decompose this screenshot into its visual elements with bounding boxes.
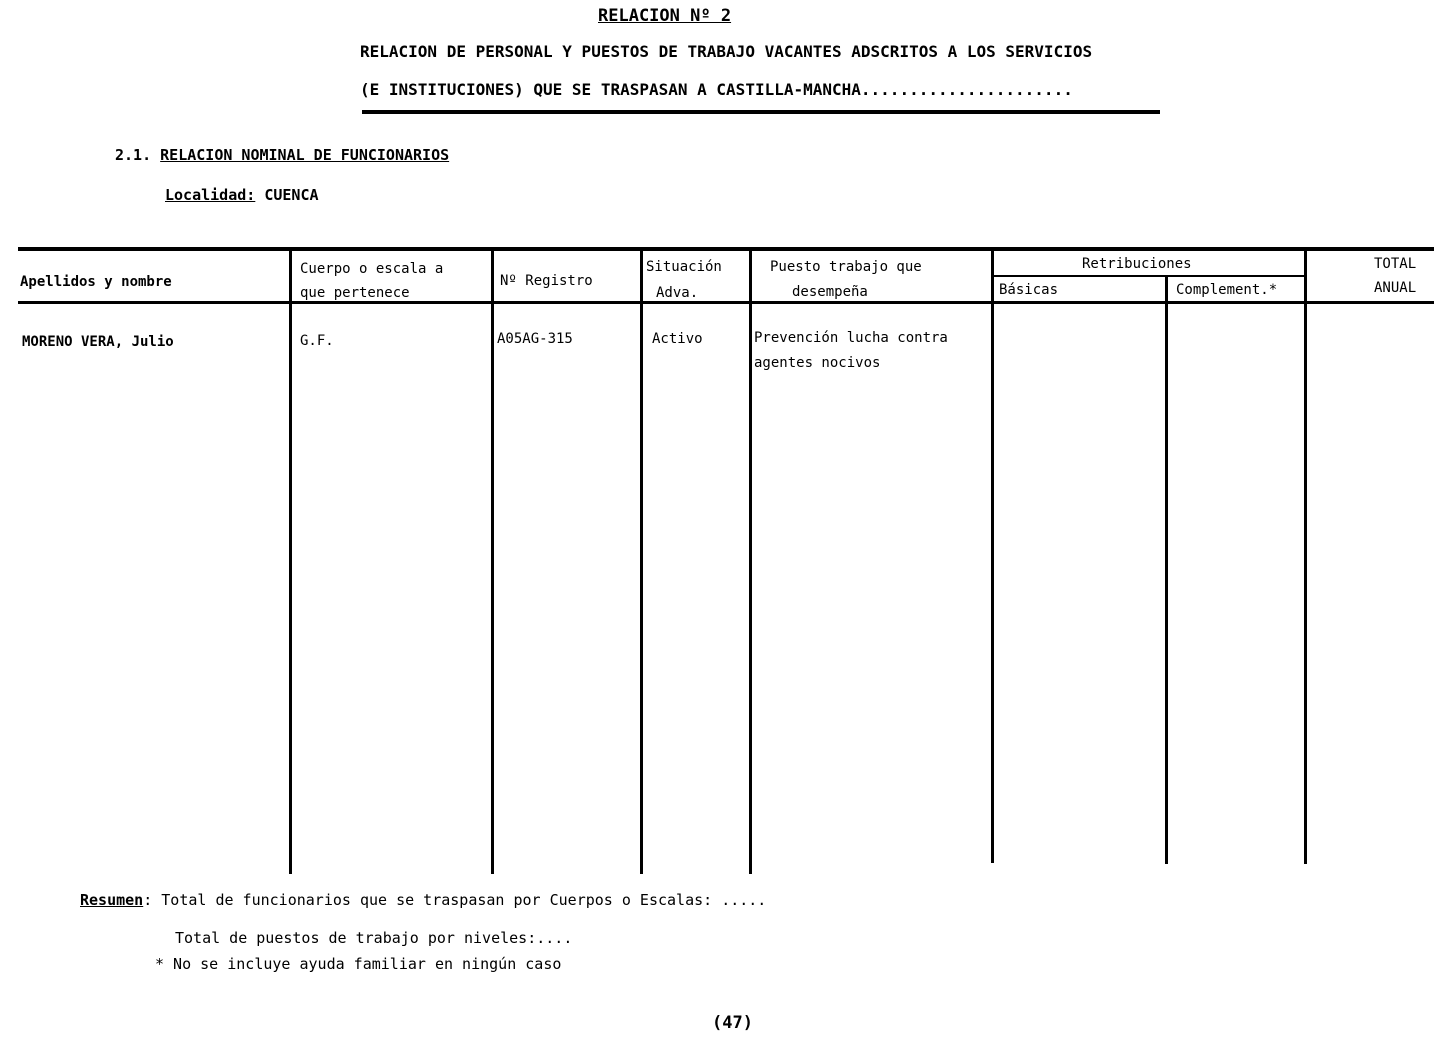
header-total-line2: ANUAL (1374, 280, 1417, 296)
section-heading (115, 146, 449, 164)
table-header-bottom-rule (18, 301, 1434, 304)
posts-summary: Total de puestos de trabajo por niveles:.... (175, 929, 573, 947)
header-situation-line1: Situación (646, 259, 722, 275)
column-divider-5 (991, 249, 994, 863)
page-number: (47) (712, 1013, 753, 1033)
header-situation-line2: Adva. (656, 285, 699, 301)
retribuciones-sub-rule (992, 275, 1306, 277)
column-divider-3 (640, 249, 643, 874)
cell-body: G.F. (300, 333, 334, 349)
document-subtitle-line2: (E INSTITUCIONES) QUE SE TRASPASAN A CASTILLA-MANCHA...................... (360, 80, 1073, 99)
section-number: 2.1. (115, 146, 152, 164)
column-divider-1 (289, 249, 292, 874)
cell-situation: Activo (652, 331, 703, 347)
column-divider-6 (1165, 276, 1168, 864)
cell-post-line2: agentes nocivos (754, 355, 881, 371)
header-body-line1: Cuerpo o escala a (300, 261, 444, 277)
summary-label: Resumen (80, 891, 144, 909)
header-name: Apellidos y nombre (20, 274, 172, 290)
cell-registry: A05AG-315 (497, 331, 573, 347)
header-retributions: Retribuciones (1082, 256, 1192, 272)
header-basic: Básicas (999, 282, 1059, 298)
cell-post-line1: Prevención lucha contra (754, 330, 948, 346)
document-title: RELACION Nº 2 (598, 6, 732, 26)
column-divider-4 (749, 249, 752, 874)
table-top-rule (18, 247, 1434, 251)
header-complement: Complement.* (1176, 282, 1278, 298)
header-post-line2: desempeña (792, 284, 868, 300)
footnote: * No se incluye ayuda familiar en ningún caso (155, 955, 562, 973)
document-subtitle-line1: RELACION DE PERSONAL Y PUESTOS DE TRABAJO VACANTES ADSCRITOS A LOS SERVICIOS (360, 42, 1093, 61)
column-divider-2 (491, 249, 494, 874)
header-body-line2: que pertenece (300, 285, 410, 301)
column-divider-7 (1304, 249, 1307, 864)
summary-text: : Total de funcionarios que se traspasan por Cuerpos o Escalas: ..... (143, 891, 767, 909)
header-total-line1: TOTAL (1374, 256, 1417, 272)
summary-line (80, 891, 766, 909)
cell-name: MORENO VERA, Julio (22, 334, 174, 350)
locality (165, 186, 319, 204)
section-title: RELACION NOMINAL DE FUNCIONARIOS (160, 146, 450, 164)
locality-value: CUENCA (264, 186, 319, 204)
header-registry: Nº Registro (500, 273, 593, 289)
title-underline-rule (362, 110, 1160, 114)
header-post-line1: Puesto trabajo que (770, 259, 922, 275)
locality-label: Localidad: (165, 186, 256, 204)
